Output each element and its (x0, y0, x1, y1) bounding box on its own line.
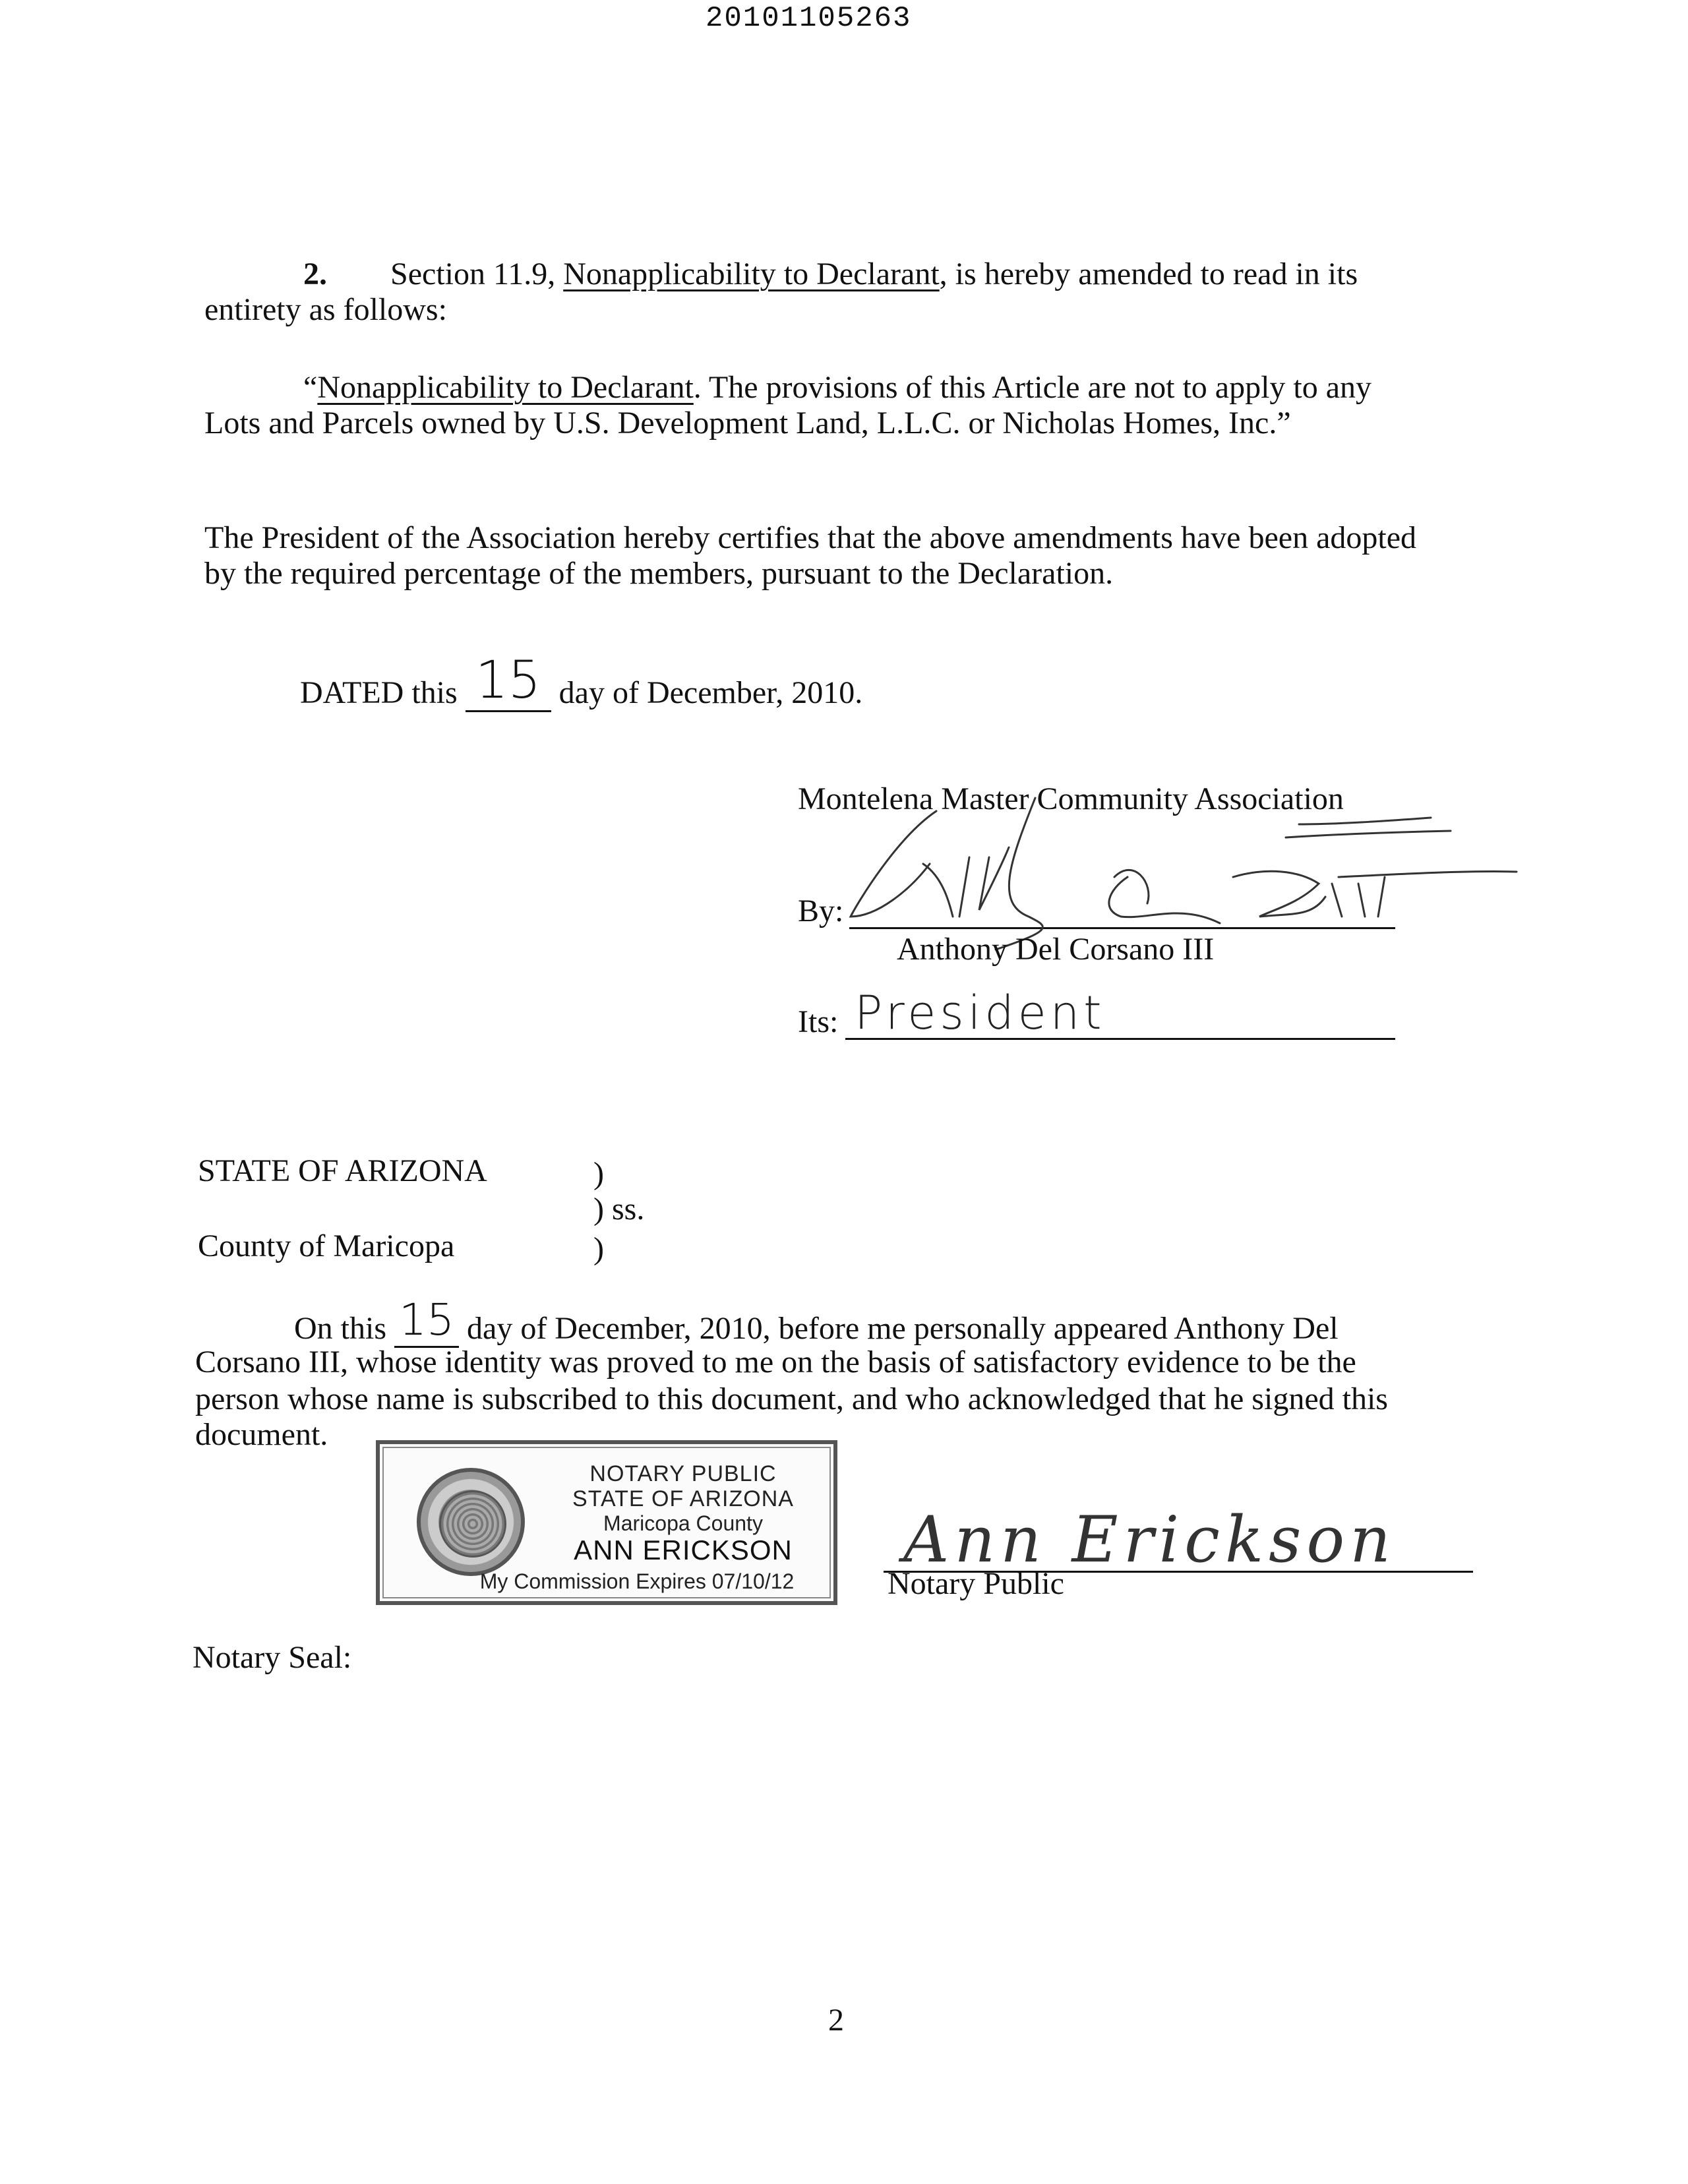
ack-prefix: On this (294, 1311, 387, 1346)
quote-line2: Lots and Parcels owned by U.S. Development Land, L.L.C. or Nicholas Homes, Inc.” (204, 406, 1291, 440)
notary-signature: Ann Erickson (903, 1503, 1396, 1577)
dated-line (300, 651, 863, 713)
stamp-line3: Maricopa County (603, 1511, 763, 1535)
venue-county: County of Maricopa (198, 1228, 455, 1263)
dated-day-handwritten: 15 (475, 651, 541, 710)
signer-name: Anthony Del Corsano III (897, 932, 1215, 967)
stamp-line5: My Commission Expires 07/10/12 (479, 1569, 795, 1593)
venue-paren-bottom: ) (593, 1231, 604, 1266)
its-label: Its: (798, 1004, 839, 1039)
by-label: By: (798, 894, 844, 928)
acknowledgment-line1 (294, 1294, 1339, 1349)
stamp-line1: NOTARY PUBLIC (589, 1461, 777, 1486)
ack-day-blank (394, 1294, 459, 1348)
ack-line1-rest: day of December, 2010, before me personally appeared Anthony Del (467, 1311, 1339, 1346)
its-title-handwritten: President (855, 986, 1106, 1040)
dated-suffix: day of December, 2010. (558, 675, 863, 710)
dated-day-blank (466, 651, 551, 712)
section-text-before: Section 11.9, (390, 257, 564, 291)
venue-ss: ) ss. (593, 1192, 645, 1227)
stamp-line4: ANN ERICKSON (574, 1534, 793, 1565)
quote-paragraph (303, 369, 1372, 406)
notary-label: Notary Public (888, 1566, 1064, 1601)
notary-stamp (376, 1440, 837, 1605)
state-seal-icon (417, 1468, 525, 1576)
dated-prefix: DATED this (300, 675, 458, 710)
acknowledgment-line3: person whose name is subscribed to this document, and who acknowledged that he signed this (195, 1381, 1388, 1416)
quote-text-after: . The provisions of this Article are not to apply to any (693, 370, 1372, 405)
stamp-line2: STATE OF ARIZONA (572, 1486, 794, 1511)
section-line2: entirety as follows: (204, 292, 447, 327)
notary-seal-label: Notary Seal: (193, 1640, 352, 1675)
acknowledgment-line2: Corsano III, whose identity was proved to me on the basis of satisfactory evidence to be the (195, 1345, 1356, 1380)
quote-title: Nonapplicability to Declarant (317, 370, 694, 405)
section-text-after: , is hereby amended to read in its (939, 257, 1358, 291)
page-number: 2 (828, 2003, 844, 2038)
venue-state: STATE OF ARIZONA (198, 1153, 487, 1188)
recording-number: 20101105263 (706, 2, 912, 35)
president-signature (837, 785, 1523, 956)
certification-line2: by the required percentage of the members, pursuant to the Declaration. (204, 556, 1114, 591)
certification-line1: The President of the Association hereby certifies that the above amendments have been adopted (204, 520, 1417, 555)
quote-open: “ (303, 370, 318, 405)
section-paragraph (303, 256, 1358, 293)
ack-day-handwritten: 15 (399, 1294, 454, 1345)
section-number: 2. (303, 257, 327, 291)
section-title: Nonapplicability to Declarant (563, 257, 940, 291)
acknowledgment-line4: document. (195, 1417, 328, 1452)
venue-paren-top: ) (593, 1156, 604, 1191)
association-name: Montelena Master Community Association (798, 781, 1344, 816)
